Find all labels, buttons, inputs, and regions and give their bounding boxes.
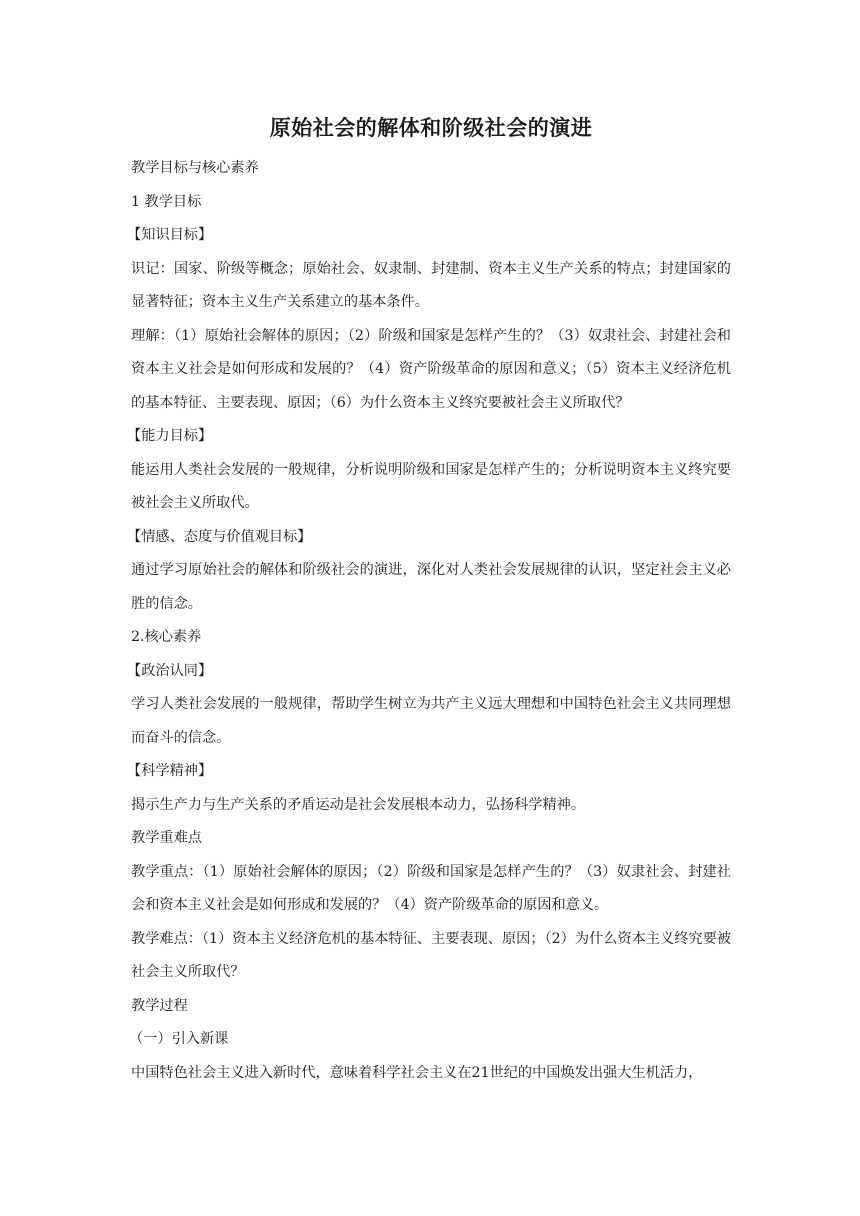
paragraph-understand: 理解：（1）原始社会解体的原因；（2）阶级和国家是怎样产生的？（3）奴隶社会、封建社会和资本主义社会是如何形成和发展的？（4）资产阶级革命的原因和意义；（5）资本主义经济危机的基本特征、主要表现、原因；（6）为什么资本主义终究要被社会主义所取代？ xyxy=(131,327,731,411)
document-title: 原始社会的解体和阶级社会的演进 xyxy=(269,116,593,140)
heading-political-identity: 【政治认同】 xyxy=(127,662,213,679)
paragraph-difficult-points: 教学难点：（1）资本主义经济危机的基本特征、主要表现、原因；（2）为什么资本主义终究要被社会主义所取代？ xyxy=(131,930,731,980)
paragraph-ability: 能运用人类社会发展的一般规律，分析说明阶级和国家是怎样产生的；分析说明资本主义终究要被社会主义所取代。 xyxy=(131,461,731,511)
section-heading-process: 教学过程 xyxy=(131,997,188,1014)
paragraph-key-points: 教学重点：（1）原始社会解体的原因；（2）阶级和国家是怎样产生的？（3）奴隶社会、封建社会和资本主义社会是如何形成和发展的？（4）资产阶级革命的原因和意义。 xyxy=(131,863,731,913)
paragraph-memorize: 识记：国家、阶级等概念；原始社会、奴隶制、封建制、资本主义生产关系的特点；封建国家的显著特征；资本主义生产关系建立的基本条件。 xyxy=(131,260,731,310)
heading-ability-goals: 【能力目标】 xyxy=(127,428,213,444)
section-heading-objectives: 教学目标与核心素养 xyxy=(131,160,259,176)
paragraph-intro: 中国特色社会主义进入新时代，意味着科学社会主义在21世纪的中国焕发出强大生机活力， xyxy=(131,1064,703,1081)
subsection-heading-core-literacy: 2.核心素养 xyxy=(131,629,202,645)
heading-scientific-spirit: 【科学精神】 xyxy=(127,763,213,779)
subsection-heading-intro: （一）引入新课 xyxy=(129,1031,229,1047)
paragraph-political-identity: 学习人类社会发展的一般规律，帮助学生树立为共产主义远大理想和中国特色社会主义共同理想而奋斗的信念。 xyxy=(131,696,731,746)
section-heading-key-points: 教学重难点 xyxy=(131,830,202,846)
subsection-heading-teaching-goals: 1 教学目标 xyxy=(131,193,202,210)
heading-emotion-goals: 【情感、态度与价值观目标】 xyxy=(127,528,312,545)
paragraph-scientific-spirit: 揭示生产力与生产关系的矛盾运动是社会发展根本动力，弘扬科学精神。 xyxy=(131,796,586,813)
paragraph-emotion: 通过学习原始社会的解体和阶级社会的演进，深化对人类社会发展规律的认识，坚定社会主义必胜的信念。 xyxy=(131,562,731,612)
document-page xyxy=(127,112,731,1090)
heading-knowledge-goals: 【知识目标】 xyxy=(127,227,213,243)
